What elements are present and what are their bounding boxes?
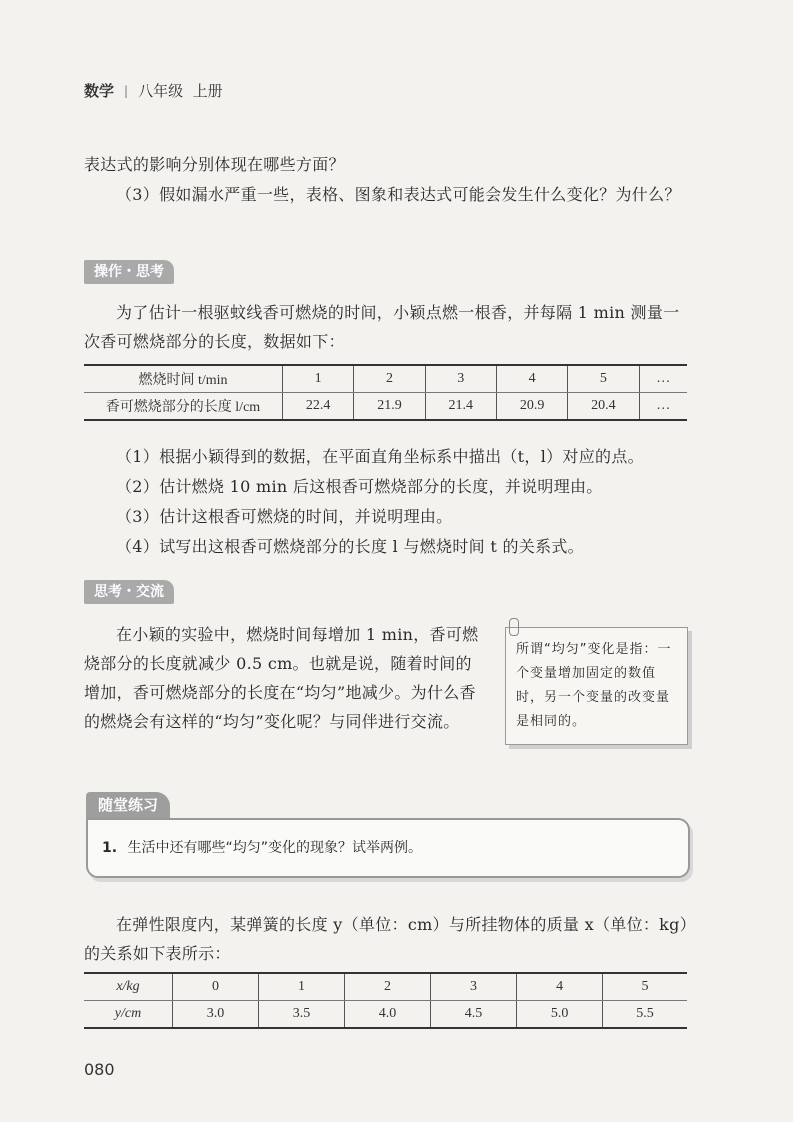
table-cell: 4: [496, 365, 567, 393]
table-cell: 3: [431, 973, 517, 1001]
exercise-box: [86, 818, 690, 878]
question-3: （3）估计这根香可燃烧的时间，并说明理由。: [116, 507, 453, 526]
table-cell: 4: [517, 973, 603, 1001]
question-1: （1）根据小颖得到的数据，在平面直角坐标系中描出（t，l）对应的点。: [116, 447, 644, 466]
table-cell: 4.0: [345, 1001, 431, 1029]
intro-line: 表达式的影响分别体现在哪些方面？: [84, 155, 345, 174]
table-cell: 4.5: [431, 1001, 517, 1029]
table-cell: 3.5: [259, 1001, 345, 1029]
table-row: [84, 1001, 687, 1029]
table-cell: 5: [603, 973, 687, 1001]
question-2: （2）估计燃烧 10 min 后这根香可燃烧部分的长度，并说明理由。: [116, 477, 603, 496]
section1-paragraph: 为了估计一根驱蚊线香可燃烧的时间，小颖点燃一根香，并每隔 1 min 测量一次香可燃烧部分的长度，数据如下：: [84, 303, 680, 351]
intro-question-3: （3）假如漏水严重一些，表格、图象和表达式可能会发生什么变化？为什么？: [116, 185, 681, 204]
section3-paragraph: 在弹性限度内，某弹簧的长度 y（单位：cm）与所挂物体的质量 x（单位：kg）的关系如下表所示：: [84, 915, 689, 963]
table-cell: 21.9: [354, 393, 425, 421]
table-header-cell: 香可燃烧部分的长度 l/cm: [84, 393, 283, 421]
table-cell: 21.4: [425, 393, 496, 421]
table-header-cell: x/kg: [84, 973, 173, 1001]
table-row: [84, 393, 687, 421]
table-cell: 3: [425, 365, 496, 393]
exercise-text: 生活中还有哪些“均匀”变化的现象？试举两例。: [127, 840, 423, 856]
side-note: 所谓“均匀”变化是指：一个变量增加固定的数值时，另一个变量的改变量是相同的。: [505, 627, 688, 745]
table-header-cell: y/cm: [84, 1001, 173, 1029]
section2-paragraph: 在小颖的实验中，燃烧时间每增加 1 min，香可燃烧部分的长度就减少 0.5 cm。也就是说，随着时间的增加，香可燃烧部分的长度在“均匀”地减少。为什么香的燃烧会有这样的“均匀”变化呢？与同伴进行交流。: [84, 625, 479, 731]
grade-label: 八年级 上册: [138, 82, 223, 100]
page-number: 080: [84, 1060, 115, 1079]
exercise-number: 1.: [102, 840, 118, 856]
running-header: [84, 80, 223, 101]
table-cell: 20.9: [496, 393, 567, 421]
question-4: （4）试写出这根香可燃烧部分的长度 l 与燃烧时间 t 的关系式。: [116, 537, 584, 556]
table-cell: 2: [345, 973, 431, 1001]
table-cell: 22.4: [283, 393, 354, 421]
table-row: [84, 365, 687, 393]
table-cell: 2: [354, 365, 425, 393]
table-cell: 0: [173, 973, 259, 1001]
table-cell: …: [639, 393, 687, 421]
header-separator: |: [124, 83, 129, 98]
exercise-tag: 随堂练习: [86, 792, 170, 818]
table-cell: 3.0: [173, 1001, 259, 1029]
section-tag-think-discuss: 思考・交流: [84, 580, 174, 604]
section-tag-operate-think: 操作・思考: [84, 260, 174, 284]
incense-table: [84, 364, 687, 421]
table-row: [84, 973, 687, 1001]
table-header-cell: 燃烧时间 t/min: [84, 365, 283, 393]
table-cell: 20.4: [568, 393, 639, 421]
table-cell: 1: [283, 365, 354, 393]
table-cell: 5.0: [517, 1001, 603, 1029]
table-cell: 5: [568, 365, 639, 393]
table-cell: …: [639, 365, 687, 393]
paperclip-icon: [509, 618, 519, 636]
table-cell: 5.5: [603, 1001, 687, 1029]
spring-table: [84, 972, 687, 1029]
subject-label: 数学: [84, 82, 115, 100]
table-cell: 1: [259, 973, 345, 1001]
